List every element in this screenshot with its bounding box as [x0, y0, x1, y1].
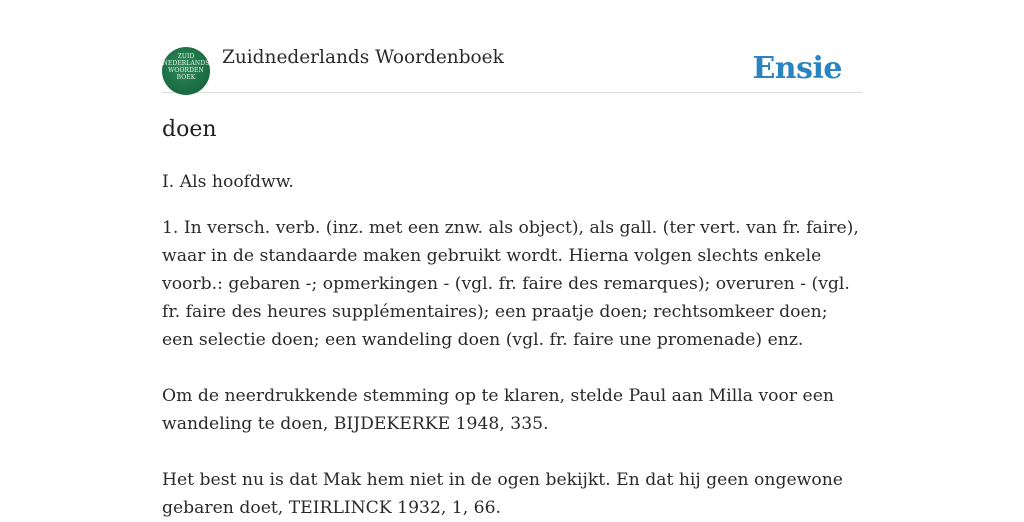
logo-line: BOEK	[176, 74, 196, 81]
definition-text: 1. In versch. verb. (inz. met een znw. als object), als gall. (ter vert. van fr. faire), waar in de standaarde maken gebruikt wordt. Hierna volgen slechts enkele voorb.: gebaren -; opmerkingen - (vgl. fr. faire des remarques); overuren - (vgl. fr. faire des heures supplémentaires); een praatje doen; rechtsomkeer doen; een selectie doen; een wandeling doen (vgl. fr. faire une promenade) enz.	[162, 218, 859, 350]
example-quote: Om de neerdrukkende stemming op te klaren, stelde Paul aan Milla voor een wandeling te doen, BIJDEKERKE 1948, 335.	[162, 386, 834, 434]
logo-line: ZUID	[177, 53, 195, 60]
site-header	[162, 46, 862, 93]
ensie-brand-logo[interactable]: Ensie	[752, 51, 842, 86]
dictionary-logo[interactable]	[162, 47, 210, 95]
sense-label: I. Als hoofdww.	[162, 172, 294, 192]
entry-content	[162, 168, 862, 522]
logo-line: NEDERLANDS	[162, 60, 210, 67]
paragraph-gap	[162, 438, 862, 466]
example-quote: Het best nu is dat Mak hem niet in de ogen bekijkt. En dat hij geen ongewone gebaren doet, TEIRLINCK 1932, 1, 66.	[162, 470, 843, 518]
paragraph-gap	[162, 354, 862, 382]
dictionary-title-link[interactable]: Zuidnederlands Woordenboek	[222, 47, 504, 68]
entry-headword: doen	[162, 117, 217, 142]
logo-line: WOORDEN	[168, 67, 204, 74]
